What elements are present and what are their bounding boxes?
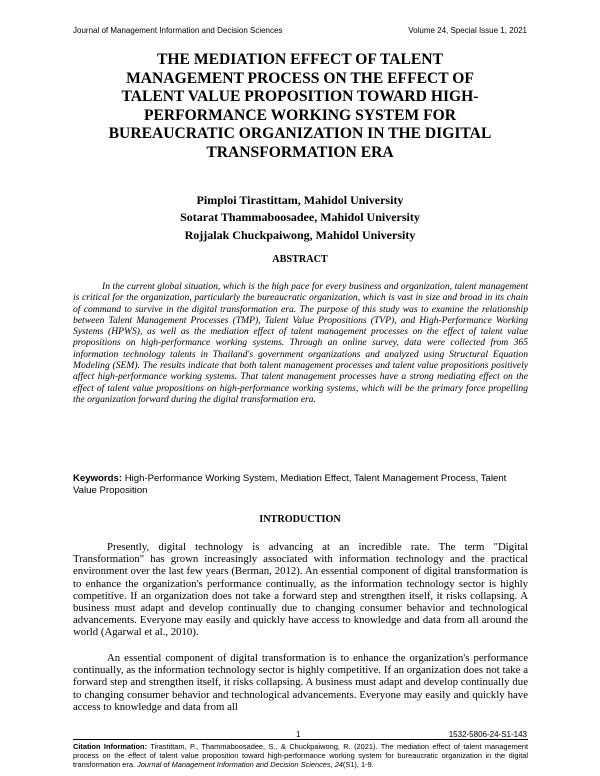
running-header-journal: Journal of Management Information and Decision Sciences bbox=[73, 26, 283, 35]
title-line: TALENT VALUE PROPOSITION TOWARD HIGH- bbox=[121, 88, 479, 105]
title-line: THE MEDIATION EFFECT OF TALENT bbox=[157, 51, 443, 68]
abstract-text: In the current global situation, which is the high pace for every business and organization, talent management is critical for the organization, particularly the bureaucratic organization, which is vast in size and broad in its chain of command to survive in the digital transformation era. The purpose of this study was to examine the relationship between Talent Management Processes (TMP), Talent Value Propositions (TVP), and High-Performance Working Systems (HPWS), as well as the mediation effect of talent management processes on the effect of talent value propositions on high-performance working systems. Through an online survey, data were collected from 365 information technology talents in Thailand's government organizations and analyzed using Structural Equation Modeling (SEM). The results indicate that both talent management processes and talent value propositions positively affect high-performance working systems. That talent management processes have a strong mediating effect on the effect of talent value propositions on high-performance working systems, which will be the primary force propelling the organization forward during the digital transformation era. bbox=[73, 281, 528, 405]
keywords-label: Keywords: bbox=[73, 473, 123, 484]
page-number: 1 bbox=[296, 730, 301, 739]
author: Sotarat Thammaboosadee, Mahidol University bbox=[180, 210, 420, 225]
abstract-heading: ABSTRACT bbox=[272, 254, 328, 265]
body-paragraph: Presently, digital technology is advancing at an incredible rate. The term "Digital Transformation" has grown increasingly associated with information technology and the practical environment over the last few years (Berman, 2012). An essential component of digital transformation is to enhance the organization's performance continually, as the information technology sector is highly competitive. If an organization does not take a forward step and strengthen itself, it risks collapsing. A business must adapt and develop continually due to changing consumer behavior and technological advancements. Everyone may easily and quickly have access to knowledge and data from all around the world (Agarwal et al., 2010). bbox=[73, 541, 528, 639]
citation-text: Tirastittam, P., Thammaboosadee, S., & Chuckpaiwong, R. (2021). The mediation effect of talent management process on the effect of talent value proposition toward high-performance working system for bureaucratic organization in the digital transformation era. bbox=[73, 742, 529, 769]
citation-information bbox=[73, 742, 528, 769]
title-line: BUREAUCRATIC ORGANIZATION IN THE DIGITAL bbox=[108, 125, 492, 142]
keywords-text: High-Performance Working System, Mediation Effect, Talent Management Process, Talent Value Proposition bbox=[73, 473, 507, 496]
footer-divider bbox=[73, 739, 528, 740]
paper-title bbox=[60, 51, 540, 162]
title-line: MANAGEMENT PROCESS ON THE EFFECT OF bbox=[126, 69, 474, 87]
title-line: PERFORMANCE WORKING SYSTEM FOR bbox=[143, 106, 457, 124]
keywords bbox=[73, 473, 528, 497]
author: Pimploi Tirastittam, Mahidol University bbox=[196, 193, 404, 207]
author: Rojjalak Chuckpaiwong, Mahidol University bbox=[184, 227, 416, 242]
author-list bbox=[60, 192, 540, 244]
citation-journal: Journal of Management Information and Decision Sciences, 24 bbox=[137, 760, 343, 769]
citation-label: Citation Information: bbox=[73, 742, 148, 751]
issn-code: 1532-5806-24-S1-143 bbox=[448, 730, 527, 739]
citation-tail: (S1), 1-9. bbox=[342, 760, 374, 769]
title-line: TRANSFORMATION ERA bbox=[206, 143, 394, 161]
running-header-volume: Volume 24, Special Issue 1, 2021 bbox=[408, 26, 527, 35]
body-paragraph: An essential component of digital transformation is to enhance the organization's performance continually, as the information technology sector is highly competitive. If an organization does not take a forward step and strengthen itself, it risks collapsing. A business must adapt and develop continually due to changing consumer behavior and technological advancements. Everyone may easily and quickly have access to knowledge and data from all bbox=[73, 652, 528, 713]
introduction-heading: INTRODUCTION bbox=[259, 514, 341, 525]
